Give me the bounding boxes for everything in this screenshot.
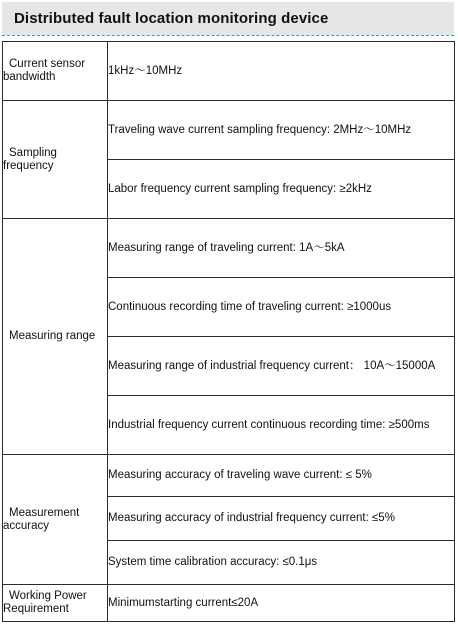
- row-label-measuring-range: Measuring range: [3, 219, 108, 455]
- spec-value: System time calibration accuracy: ≤0.1μs: [108, 541, 455, 585]
- page-title: Distributed fault location monitoring device: [2, 2, 454, 35]
- spec-value: Minimumstarting current≤20A: [108, 585, 455, 622]
- spec-value: Measuring range of traveling current: 1A～5kA: [108, 219, 455, 278]
- row-label-current-sensor-bandwidth: Current sensor bandwidth: [3, 42, 108, 101]
- spec-value: Measuring accuracy of industrial frequency current: ≤5%: [108, 497, 455, 541]
- row-label-working-power-requirement: Working Power Requirement: [3, 585, 108, 622]
- spec-table: [2, 41, 455, 622]
- spec-value: Labor frequency current sampling frequency: ≥2kHz: [108, 160, 455, 219]
- spec-value: Industrial frequency current continuous recording time: ≥500ms: [108, 396, 455, 455]
- row-label-sampling-frequency: Sampling frequency: [3, 101, 108, 219]
- table-row: [3, 101, 455, 160]
- spec-value: 1kHz～10MHz: [108, 42, 455, 101]
- title-divider: [2, 35, 454, 36]
- spec-value: Measuring accuracy of traveling wave current: ≤ 5%: [108, 455, 455, 497]
- table-row: [3, 585, 455, 622]
- spec-value: Continuous recording time of traveling current: ≥1000us: [108, 278, 455, 337]
- row-label-measurement-accuracy: Measurement accuracy: [3, 455, 108, 585]
- table-row: [3, 455, 455, 497]
- spec-value: Measuring range of industrial frequency current： 10A～15000A: [108, 337, 455, 396]
- table-row: [3, 219, 455, 278]
- spec-value: Traveling wave current sampling frequency: 2MHz～10MHz: [108, 101, 455, 160]
- table-row: [3, 42, 455, 101]
